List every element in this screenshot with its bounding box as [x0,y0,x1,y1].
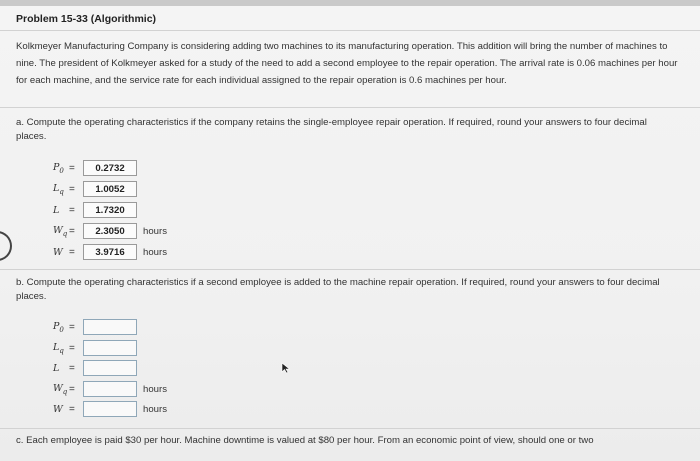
part-a-question: a. Compute the operating characteristics if the company retains the single-employee repair operation. If required, round your answers to four decimal places. [16,117,647,142]
equals-sign: = [69,162,75,174]
unit-label: hours [143,403,167,415]
left-edge-marker [0,231,12,261]
answer-input[interactable]: 1.7320 [83,202,137,218]
part-c-question: c. Each employee is paid $30 per hour. Machine downtime is valued at $80 per hour. From an economic point of view, should one or two [16,435,594,446]
unit-label: hours [143,246,167,258]
answer-input[interactable]: 3.9716 [83,244,137,260]
equals-sign: = [69,183,75,195]
variable-label: $P_0$ [53,161,64,175]
variable-label: $L_q$ [53,341,64,355]
part-a-divider [0,269,700,270]
unit-label: hours [143,225,167,237]
problem-title: Problem 15-33 (Algorithmic) [16,13,157,25]
variable-label: W [53,403,63,415]
answer-input[interactable] [83,360,137,376]
answer-input[interactable]: 2.3050 [83,223,137,239]
answer-input[interactable] [83,319,137,335]
part-b-question: b. Compute the operating characteristics if a second employee is added to the machine repair operation. If required, round your answers to four decimal places. [16,277,660,302]
equals-sign: = [69,246,75,258]
equals-sign: = [69,204,75,216]
problem-intro: Kolkmeyer Manufacturing Company is considering adding two machines to its manufacturing operation. This addition will bring the number of machines to nine. The president of Kolkmeyer asked for a study of the need to add a second employee to the repair operation. The arrival rate is 0.06 machines per hour for each machine, and the service rate for each individual assigned to the repair operation is 0.6 machines per hour. [16,41,678,86]
variable-label: $W_q$ [53,224,68,238]
answer-input[interactable] [83,381,137,397]
variable-label: L [53,204,60,216]
variable-label: $W_q$ [53,382,68,396]
part-b-divider [0,428,700,429]
answer-input[interactable]: 0.2732 [83,160,137,176]
answer-input[interactable] [83,340,137,356]
variable-label: $P_0$ [53,320,64,334]
equals-sign: = [69,225,75,237]
intro-divider [0,107,700,108]
mouse-cursor-icon [281,362,291,374]
answer-input[interactable]: 1.0052 [83,181,137,197]
equals-sign: = [69,383,75,395]
title-divider [0,30,700,31]
variable-label: $L_q$ [53,182,64,196]
answer-input[interactable] [83,401,137,417]
variable-label: L [53,362,60,374]
unit-label: hours [143,383,167,395]
equals-sign: = [69,321,75,333]
equals-sign: = [69,342,75,354]
equals-sign: = [69,362,75,374]
variable-label: W [53,246,63,258]
top-band [0,0,700,6]
equals-sign: = [69,403,75,415]
